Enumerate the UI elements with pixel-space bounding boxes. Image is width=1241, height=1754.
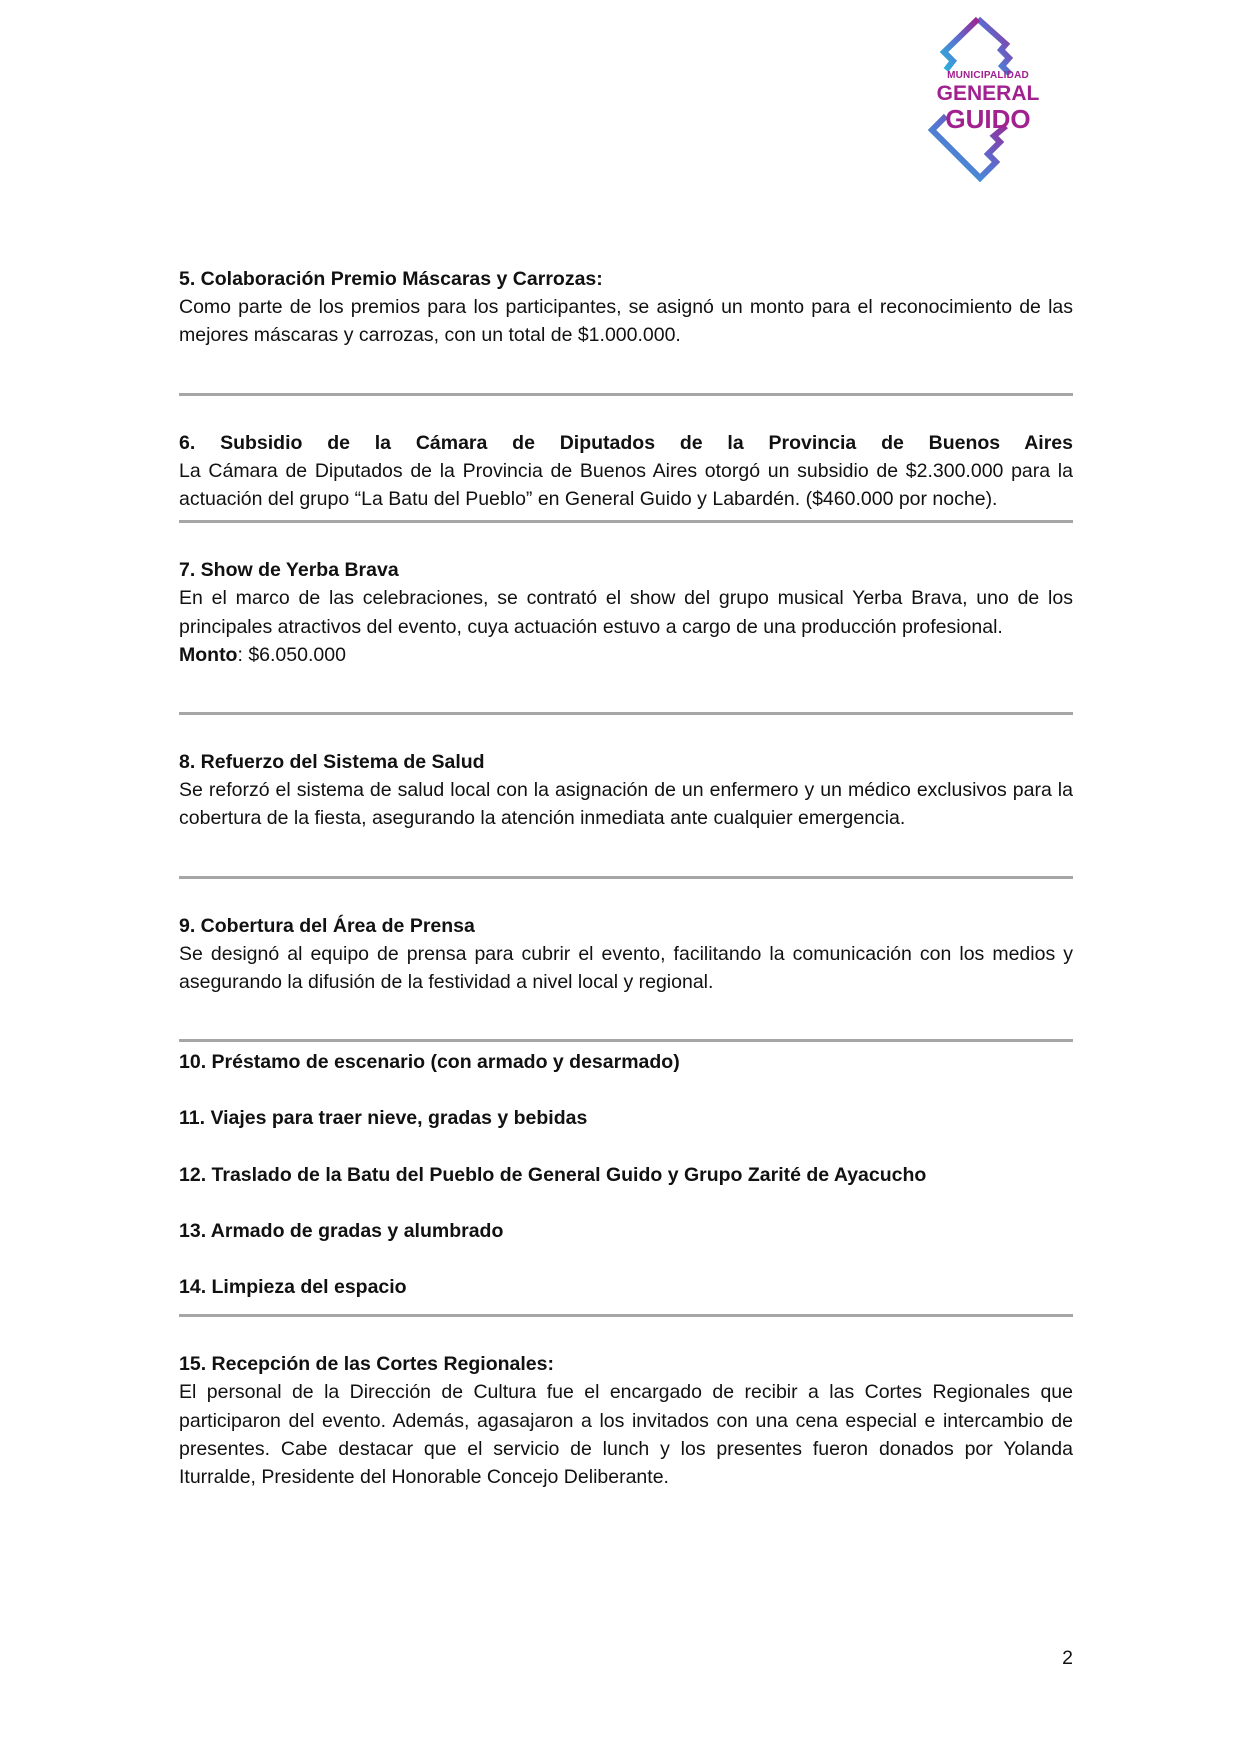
section-title: 7. Show de Yerba Brava <box>179 559 399 582</box>
section-13 <box>179 1217 1073 1245</box>
section-title: 15. Recepción de las Cortes Regionales: <box>179 1353 554 1376</box>
section-title: 11. Viajes para traer nieve, gradas y bebidas <box>179 1107 588 1130</box>
section-title: 8. Refuerzo del Sistema de Salud <box>179 751 485 774</box>
section-title: 10. Préstamo de escenario (con armado y desarmado) <box>179 1051 680 1074</box>
section-title: 12. Traslado de la Batu del Pueblo de General Guido y Grupo Zarité de Ayacucho <box>179 1163 927 1186</box>
section-12 <box>179 1161 1073 1189</box>
section-body: El personal de la Dirección de Cultura fue el encargado de recibir a las Cortes Regionales que participaron del evento. Además, agasajaron a los invitados con una cena especial e intercambio de presentes. Cabe destacar que el servicio de lunch y los presentes fueron donados por Yolanda Iturralde, Presidente del Honorable Concejo Deliberante. <box>179 1381 1073 1489</box>
section-body: En el marco de las celebraciones, se contrató el show del grupo musical Yerba Brava, uno de los principales atractivos del evento, cuya actuación estuvo a cargo de una producción profesional. <box>179 587 1073 638</box>
section-11 <box>179 1104 1073 1132</box>
section-body: Se reforzó el sistema de salud local con la asignación de un enfermero y un médico exclusivos para la cobertura de la fiesta, asegurando la atención inmediata ante cualquier emergencia. <box>179 779 1073 830</box>
logo-line-1: MUNICIPALIDAD <box>947 70 1029 81</box>
section-title: 14. Limpieza del espacio <box>179 1276 407 1299</box>
amount-line <box>179 641 1073 669</box>
municipality-logo <box>922 14 1054 192</box>
logo-line-2: GENERAL <box>936 82 1040 105</box>
section-title: 9. Cobertura del Área de Prensa <box>179 914 475 937</box>
section-title: 13. Armado de gradas y alumbrado <box>179 1219 504 1242</box>
section-7 <box>179 556 1073 669</box>
section-body: La Cámara de Diputados de la Provincia de Buenos Aires otorgó un subsidio de $2.300.000 para la actuación del grupo “La Batu del Pueblo” en General Guido y Labardén. ($460.000 por noche). <box>179 459 1073 511</box>
section-6 <box>179 429 1073 514</box>
section-8 <box>179 748 1073 833</box>
logo-line-3: GUIDO <box>945 104 1031 134</box>
section-9 <box>179 912 1073 997</box>
amount-label: Monto <box>179 643 238 666</box>
section-5 <box>179 265 1073 350</box>
amount-value: : $6.050.000 <box>237 643 346 666</box>
section-body: Como parte de los premios para los participantes, se asignó un monto para el reconocimiento de las mejores máscaras y carrozas, con un total de $1.000.000. <box>179 296 1073 347</box>
section-14 <box>179 1273 1073 1301</box>
section-10 <box>179 1048 1073 1076</box>
section-title: 5. Colaboración Premio Máscaras y Carrozas: <box>179 268 603 290</box>
section-15 <box>179 1350 1073 1491</box>
section-body: Se designó al equipo de prensa para cubrir el evento, facilitando la comunicación con los medios y asegurando la difusión de la festividad a nivel local y regional. <box>179 942 1073 994</box>
document-body <box>179 265 1073 1491</box>
page-number: 2 <box>1062 1647 1073 1669</box>
section-title: 6. Subsidio de la Cámara de Diputados de la Provincia de Buenos Aires <box>179 431 1073 454</box>
